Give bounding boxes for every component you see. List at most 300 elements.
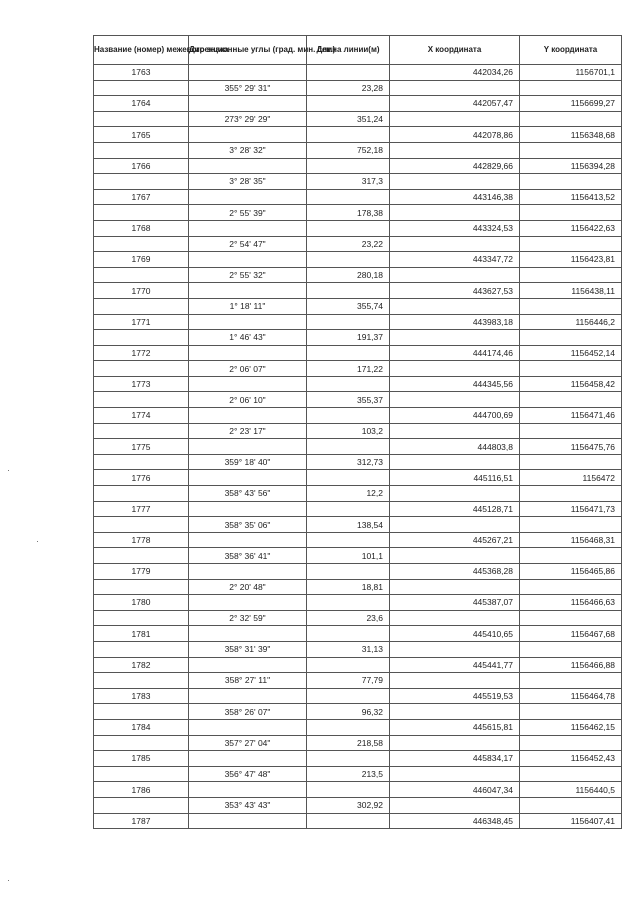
- x-coordinate: 445387,07: [390, 595, 520, 611]
- point-name: 1776: [94, 470, 189, 486]
- direction-angle: 356° 47' 48": [189, 766, 307, 782]
- point-name: 1784: [94, 719, 189, 735]
- line-length: 77,79: [307, 673, 390, 689]
- y-cell-empty: [520, 766, 622, 782]
- name-cell-empty: [94, 517, 189, 533]
- table-body: [94, 65, 622, 829]
- angle-cell-empty: [189, 782, 307, 798]
- x-coordinate: 444345,56: [390, 376, 520, 392]
- y-coordinate: 1156458,42: [520, 376, 622, 392]
- x-cell-empty: [390, 517, 520, 533]
- direction-angle: 1° 46' 43": [189, 330, 307, 346]
- segment-row: [94, 610, 622, 626]
- point-name: 1768: [94, 220, 189, 236]
- direction-angle: 353° 43' 43": [189, 797, 307, 813]
- point-name: 1775: [94, 439, 189, 455]
- y-coordinate: 1156407,41: [520, 813, 622, 829]
- x-cell-empty: [390, 423, 520, 439]
- length-cell-empty: [307, 782, 390, 798]
- x-coordinate: 446348,45: [390, 813, 520, 829]
- name-cell-empty: [94, 392, 189, 408]
- direction-angle: 2° 55' 32": [189, 267, 307, 283]
- x-cell-empty: [390, 80, 520, 96]
- y-coordinate: 1156440,5: [520, 782, 622, 798]
- line-length: 31,13: [307, 641, 390, 657]
- x-coordinate: 443146,38: [390, 189, 520, 205]
- length-cell-empty: [307, 252, 390, 268]
- x-cell-empty: [390, 174, 520, 190]
- x-coordinate: 443627,53: [390, 283, 520, 299]
- point-name: 1780: [94, 595, 189, 611]
- name-cell-empty: [94, 641, 189, 657]
- y-coordinate: 1156471,73: [520, 501, 622, 517]
- coordinates-table: [93, 35, 622, 829]
- y-cell-empty: [520, 80, 622, 96]
- header-x: X координата: [390, 36, 520, 65]
- direction-angle: 2° 20' 48": [189, 579, 307, 595]
- direction-angle: 358° 36' 41": [189, 548, 307, 564]
- direction-angle: 355° 29' 31": [189, 80, 307, 96]
- angle-cell-empty: [189, 439, 307, 455]
- length-cell-empty: [307, 65, 390, 81]
- y-coordinate: 1156701,1: [520, 65, 622, 81]
- header-length: Длина линии(м): [307, 36, 390, 65]
- x-coordinate: 445267,21: [390, 532, 520, 548]
- point-name: 1765: [94, 127, 189, 143]
- segment-row: [94, 174, 622, 190]
- x-coordinate: 445128,71: [390, 501, 520, 517]
- angle-cell-empty: [189, 564, 307, 580]
- x-cell-empty: [390, 641, 520, 657]
- point-row: [94, 626, 622, 642]
- y-cell-empty: [520, 298, 622, 314]
- length-cell-empty: [307, 719, 390, 735]
- y-cell-empty: [520, 267, 622, 283]
- point-row: [94, 220, 622, 236]
- direction-angle: 3° 28' 32": [189, 142, 307, 158]
- point-row: [94, 532, 622, 548]
- angle-cell-empty: [189, 408, 307, 424]
- y-cell-empty: [520, 704, 622, 720]
- angle-cell-empty: [189, 470, 307, 486]
- y-cell-empty: [520, 673, 622, 689]
- angle-cell-empty: [189, 376, 307, 392]
- segment-row: [94, 766, 622, 782]
- x-coordinate: 445834,17: [390, 751, 520, 767]
- line-length: 302,92: [307, 797, 390, 813]
- line-length: 351,24: [307, 111, 390, 127]
- direction-angle: 2° 32' 59": [189, 610, 307, 626]
- y-coordinate: 1156471,46: [520, 408, 622, 424]
- point-row: [94, 96, 622, 112]
- name-cell-empty: [94, 298, 189, 314]
- line-length: 23,28: [307, 80, 390, 96]
- y-cell-empty: [520, 641, 622, 657]
- angle-cell-empty: [189, 220, 307, 236]
- point-name: 1767: [94, 189, 189, 205]
- angle-cell-empty: [189, 65, 307, 81]
- length-cell-empty: [307, 189, 390, 205]
- segment-row: [94, 423, 622, 439]
- y-coordinate: 1156438,11: [520, 283, 622, 299]
- line-length: 171,22: [307, 361, 390, 377]
- length-cell-empty: [307, 408, 390, 424]
- point-row: [94, 376, 622, 392]
- x-coordinate: 445410,65: [390, 626, 520, 642]
- x-cell-empty: [390, 673, 520, 689]
- y-coordinate: 1156475,76: [520, 439, 622, 455]
- segment-row: [94, 641, 622, 657]
- name-cell-empty: [94, 423, 189, 439]
- length-cell-empty: [307, 657, 390, 673]
- point-row: [94, 252, 622, 268]
- x-coordinate: 446047,34: [390, 782, 520, 798]
- name-cell-empty: [94, 80, 189, 96]
- direction-angle: 2° 06' 07": [189, 361, 307, 377]
- name-cell-empty: [94, 486, 189, 502]
- y-coordinate: 1156422,63: [520, 220, 622, 236]
- direction-angle: 2° 54' 47": [189, 236, 307, 252]
- x-cell-empty: [390, 267, 520, 283]
- angle-cell-empty: [189, 345, 307, 361]
- x-cell-empty: [390, 797, 520, 813]
- segment-row: [94, 548, 622, 564]
- angle-cell-empty: [189, 96, 307, 112]
- point-row: [94, 501, 622, 517]
- length-cell-empty: [307, 127, 390, 143]
- point-name: 1781: [94, 626, 189, 642]
- name-cell-empty: [94, 610, 189, 626]
- point-name: 1782: [94, 657, 189, 673]
- name-cell-empty: [94, 330, 189, 346]
- y-cell-empty: [520, 423, 622, 439]
- y-coordinate: 1156462,15: [520, 719, 622, 735]
- segment-row: [94, 517, 622, 533]
- length-cell-empty: [307, 345, 390, 361]
- angle-cell-empty: [189, 532, 307, 548]
- y-cell-empty: [520, 330, 622, 346]
- y-cell-empty: [520, 735, 622, 751]
- angle-cell-empty: [189, 127, 307, 143]
- point-row: [94, 657, 622, 673]
- x-cell-empty: [390, 579, 520, 595]
- line-length: 355,74: [307, 298, 390, 314]
- length-cell-empty: [307, 532, 390, 548]
- length-cell-empty: [307, 283, 390, 299]
- y-cell-empty: [520, 486, 622, 502]
- point-name: 1787: [94, 813, 189, 829]
- direction-angle: 358° 26' 07": [189, 704, 307, 720]
- y-coordinate: 1156413,52: [520, 189, 622, 205]
- point-name: 1771: [94, 314, 189, 330]
- segment-row: [94, 704, 622, 720]
- name-cell-empty: [94, 673, 189, 689]
- name-cell-empty: [94, 579, 189, 595]
- point-row: [94, 782, 622, 798]
- x-coordinate: 444803,8: [390, 439, 520, 455]
- name-cell-empty: [94, 704, 189, 720]
- angle-cell-empty: [189, 688, 307, 704]
- length-cell-empty: [307, 158, 390, 174]
- point-name: 1772: [94, 345, 189, 361]
- point-row: [94, 189, 622, 205]
- scan-speck: [37, 541, 38, 542]
- length-cell-empty: [307, 813, 390, 829]
- segment-row: [94, 267, 622, 283]
- point-row: [94, 314, 622, 330]
- segment-row: [94, 486, 622, 502]
- y-coordinate: 1156452,43: [520, 751, 622, 767]
- y-cell-empty: [520, 142, 622, 158]
- line-length: 213,5: [307, 766, 390, 782]
- y-cell-empty: [520, 610, 622, 626]
- line-length: 96,32: [307, 704, 390, 720]
- direction-angle: 358° 43' 56": [189, 486, 307, 502]
- length-cell-empty: [307, 688, 390, 704]
- x-cell-empty: [390, 111, 520, 127]
- point-name: 1774: [94, 408, 189, 424]
- segment-row: [94, 673, 622, 689]
- y-coordinate: 1156465,86: [520, 564, 622, 580]
- x-coordinate: 445368,28: [390, 564, 520, 580]
- y-coordinate: 1156699,27: [520, 96, 622, 112]
- angle-cell-empty: [189, 283, 307, 299]
- y-coordinate: 1156423,81: [520, 252, 622, 268]
- line-length: 101,1: [307, 548, 390, 564]
- x-coordinate: 442078,86: [390, 127, 520, 143]
- x-cell-empty: [390, 236, 520, 252]
- header-name: Название (номер) межевого знака: [94, 36, 189, 65]
- point-name: 1763: [94, 65, 189, 81]
- name-cell-empty: [94, 236, 189, 252]
- scan-speck: [8, 470, 9, 471]
- length-cell-empty: [307, 220, 390, 236]
- point-row: [94, 688, 622, 704]
- y-cell-empty: [520, 454, 622, 470]
- direction-angle: 358° 31' 39": [189, 641, 307, 657]
- point-row: [94, 283, 622, 299]
- y-cell-empty: [520, 517, 622, 533]
- y-coordinate: 1156464,78: [520, 688, 622, 704]
- length-cell-empty: [307, 439, 390, 455]
- name-cell-empty: [94, 797, 189, 813]
- direction-angle: 2° 55' 39": [189, 205, 307, 221]
- angle-cell-empty: [189, 751, 307, 767]
- point-row: [94, 751, 622, 767]
- angle-cell-empty: [189, 314, 307, 330]
- length-cell-empty: [307, 96, 390, 112]
- point-name: 1786: [94, 782, 189, 798]
- header-y: Y координата: [520, 36, 622, 65]
- point-row: [94, 470, 622, 486]
- point-row: [94, 158, 622, 174]
- segment-row: [94, 392, 622, 408]
- line-length: 138,54: [307, 517, 390, 533]
- x-coordinate: 443347,72: [390, 252, 520, 268]
- point-name: 1773: [94, 376, 189, 392]
- header-angle: Дирекционные углы (град. мин. сек.): [189, 36, 307, 65]
- x-coordinate: 445615,81: [390, 719, 520, 735]
- point-name: 1766: [94, 158, 189, 174]
- line-length: 218,58: [307, 735, 390, 751]
- x-coordinate: 445519,53: [390, 688, 520, 704]
- point-name: 1779: [94, 564, 189, 580]
- length-cell-empty: [307, 595, 390, 611]
- segment-row: [94, 579, 622, 595]
- length-cell-empty: [307, 314, 390, 330]
- direction-angle: 357° 27' 04": [189, 735, 307, 751]
- y-cell-empty: [520, 361, 622, 377]
- line-length: 178,38: [307, 205, 390, 221]
- name-cell-empty: [94, 548, 189, 564]
- y-cell-empty: [520, 579, 622, 595]
- angle-cell-empty: [189, 501, 307, 517]
- angle-cell-empty: [189, 158, 307, 174]
- segment-row: [94, 330, 622, 346]
- direction-angle: 358° 35' 06": [189, 517, 307, 533]
- line-length: 12,2: [307, 486, 390, 502]
- x-cell-empty: [390, 548, 520, 564]
- y-coordinate: 1156466,63: [520, 595, 622, 611]
- length-cell-empty: [307, 564, 390, 580]
- direction-angle: 273° 29' 29": [189, 111, 307, 127]
- length-cell-empty: [307, 470, 390, 486]
- y-cell-empty: [520, 205, 622, 221]
- angle-cell-empty: [189, 657, 307, 673]
- x-cell-empty: [390, 298, 520, 314]
- line-length: 23,6: [307, 610, 390, 626]
- x-coordinate: 443324,53: [390, 220, 520, 236]
- x-cell-empty: [390, 486, 520, 502]
- table-header-row: [94, 36, 622, 65]
- point-row: [94, 564, 622, 580]
- x-cell-empty: [390, 392, 520, 408]
- x-cell-empty: [390, 205, 520, 221]
- name-cell-empty: [94, 142, 189, 158]
- line-length: 317,3: [307, 174, 390, 190]
- name-cell-empty: [94, 267, 189, 283]
- point-row: [94, 408, 622, 424]
- angle-cell-empty: [189, 189, 307, 205]
- y-coordinate: 1156467,68: [520, 626, 622, 642]
- point-row: [94, 65, 622, 81]
- y-coordinate: 1156446,2: [520, 314, 622, 330]
- line-length: 312,73: [307, 454, 390, 470]
- y-cell-empty: [520, 174, 622, 190]
- length-cell-empty: [307, 626, 390, 642]
- point-name: 1769: [94, 252, 189, 268]
- point-row: [94, 595, 622, 611]
- point-name: 1783: [94, 688, 189, 704]
- point-name: 1778: [94, 532, 189, 548]
- direction-angle: 1° 18' 11": [189, 298, 307, 314]
- length-cell-empty: [307, 501, 390, 517]
- x-cell-empty: [390, 704, 520, 720]
- segment-row: [94, 80, 622, 96]
- segment-row: [94, 797, 622, 813]
- angle-cell-empty: [189, 719, 307, 735]
- x-coordinate: 444700,69: [390, 408, 520, 424]
- y-cell-empty: [520, 797, 622, 813]
- direction-angle: 2° 23' 17": [189, 423, 307, 439]
- segment-row: [94, 735, 622, 751]
- x-cell-empty: [390, 610, 520, 626]
- line-length: 18,81: [307, 579, 390, 595]
- y-coordinate: 1156348,68: [520, 127, 622, 143]
- x-coordinate: 445116,51: [390, 470, 520, 486]
- direction-angle: 358° 27' 11": [189, 673, 307, 689]
- x-coordinate: 444174,46: [390, 345, 520, 361]
- direction-angle: 359° 18' 40": [189, 454, 307, 470]
- point-name: 1777: [94, 501, 189, 517]
- angle-cell-empty: [189, 626, 307, 642]
- x-coordinate: 442034,26: [390, 65, 520, 81]
- name-cell-empty: [94, 735, 189, 751]
- angle-cell-empty: [189, 813, 307, 829]
- x-coordinate: 443983,18: [390, 314, 520, 330]
- segment-row: [94, 236, 622, 252]
- line-length: 355,37: [307, 392, 390, 408]
- segment-row: [94, 298, 622, 314]
- segment-row: [94, 361, 622, 377]
- point-row: [94, 719, 622, 735]
- x-cell-empty: [390, 735, 520, 751]
- y-coordinate: 1156394,28: [520, 158, 622, 174]
- y-coordinate: 1156468,31: [520, 532, 622, 548]
- segment-row: [94, 142, 622, 158]
- name-cell-empty: [94, 205, 189, 221]
- y-coordinate: 1156472: [520, 470, 622, 486]
- length-cell-empty: [307, 376, 390, 392]
- name-cell-empty: [94, 361, 189, 377]
- x-cell-empty: [390, 766, 520, 782]
- segment-row: [94, 111, 622, 127]
- name-cell-empty: [94, 174, 189, 190]
- line-length: 23,22: [307, 236, 390, 252]
- direction-angle: 3° 28' 35": [189, 174, 307, 190]
- name-cell-empty: [94, 766, 189, 782]
- name-cell-empty: [94, 111, 189, 127]
- y-cell-empty: [520, 236, 622, 252]
- angle-cell-empty: [189, 252, 307, 268]
- point-row: [94, 345, 622, 361]
- y-cell-empty: [520, 111, 622, 127]
- line-length: 752,18: [307, 142, 390, 158]
- y-coordinate: 1156452,14: [520, 345, 622, 361]
- y-coordinate: 1156466,88: [520, 657, 622, 673]
- angle-cell-empty: [189, 595, 307, 611]
- x-cell-empty: [390, 142, 520, 158]
- segment-row: [94, 205, 622, 221]
- point-name: 1770: [94, 283, 189, 299]
- point-row: [94, 127, 622, 143]
- y-cell-empty: [520, 548, 622, 564]
- point-row: [94, 439, 622, 455]
- y-cell-empty: [520, 392, 622, 408]
- x-cell-empty: [390, 454, 520, 470]
- x-cell-empty: [390, 330, 520, 346]
- direction-angle: 2° 06' 10": [189, 392, 307, 408]
- name-cell-empty: [94, 454, 189, 470]
- line-length: 280,18: [307, 267, 390, 283]
- point-row: [94, 813, 622, 829]
- scan-speck: [8, 880, 9, 881]
- line-length: 191,37: [307, 330, 390, 346]
- x-coordinate: 445441,77: [390, 657, 520, 673]
- segment-row: [94, 454, 622, 470]
- x-coordinate: 442829,66: [390, 158, 520, 174]
- x-cell-empty: [390, 361, 520, 377]
